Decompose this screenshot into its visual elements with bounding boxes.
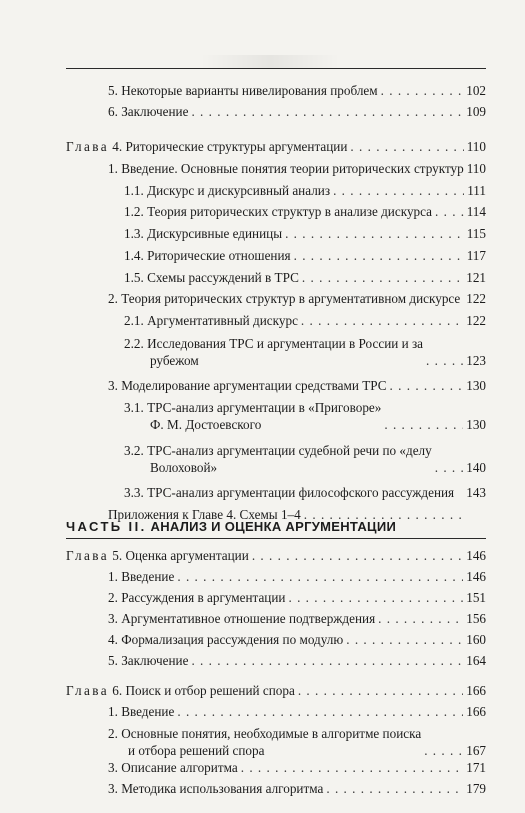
toc-entry[interactable] [108,781,486,797]
toc-entry-title: 3. Описание алгоритма [108,760,238,775]
toc-entry[interactable]: 1.3. Дискурсивные единицы . . . 115 [124,226,486,242]
chapter-word: Глава [66,548,109,563]
page-number: 146 [466,548,486,563]
top-rule [66,68,486,69]
page-number: 117 [466,248,486,263]
page-number: 122 [466,313,486,328]
page-number: 123 [466,353,486,368]
chapter-word: Глава [66,139,109,154]
toc-entry[interactable]: 1.2. Теория риторических структур в анализе дискурса . . . 114 [124,204,486,220]
page-number: 102 [466,83,486,98]
page-number: 156 [466,611,486,626]
page-number: 160 [466,632,486,647]
page-number: 121 [466,270,486,285]
page-number: 164 [466,653,486,668]
toc-entry[interactable]: 2. Теория риторических структур в аргументативном дискурсе 122 [108,291,486,306]
toc-entry[interactable]: 6. Заключение . . . 109 [108,104,486,120]
toc-entry[interactable]: 3. Моделирование аргументации средствами ТРС . . . 130 [108,378,486,394]
toc-entry[interactable]: 2. Основные понятия, необходимые в алгоритме поиска и отбора решений спора . . . 167 [108,725,486,759]
page-number: 114 [466,204,486,219]
toc-entry[interactable]: 1.1. Дискурс и дискурсивный анализ . . . 111 [124,183,486,199]
toc-entry[interactable]: 4. Формализация рассуждения по модулю . . . 160 [108,632,486,648]
toc-entry[interactable]: 1. Введение . . . 166 [108,704,486,720]
toc-entry[interactable]: Приложения к Главе 4. Схемы 1–4 . . . [108,507,486,523]
page-number: 140 [466,460,486,475]
leader-dots [241,760,464,776]
toc-entry[interactable]: 5. Заключение . . . 164 [108,653,486,669]
page-number: 171 [466,760,486,775]
page-number: 146 [466,569,486,584]
page-number: 110 [466,139,486,154]
page-number: 143 [466,485,486,500]
page-number: 167 [466,743,486,758]
part-heading: ЧАСТЬ II. АНАЛИЗ И ОЦЕНКА АРГУМЕНТАЦИИ [66,519,397,534]
page-number: 130 [466,378,486,393]
leader-dots [326,781,463,797]
page-number: 151 [466,590,486,605]
toc-entry[interactable] [108,760,486,776]
toc-entry[interactable]: 3.3. ТРС-анализ аргументации философского рассуждения 143 [124,485,486,500]
page-number: 110 [466,161,486,176]
page-number: 179 [466,781,486,796]
toc-entry[interactable]: 3.1. ТРС-анализ аргументации в «Приговоре» Ф. М. Достоевского . . . 130 [124,399,486,433]
toc-entry-title: 3. Методика использования алгоритма [108,781,324,796]
page-number: 166 [466,683,486,698]
chapter-word: Глава [66,683,109,698]
bleed-through-shadow [200,55,340,69]
page-number: 130 [466,417,486,432]
toc-entry[interactable]: 2. Рассуждения в аргументации . . . 151 [108,590,486,606]
page-number: 115 [466,226,486,241]
toc-entry[interactable]: 2.2. Исследования ТРС и аргументации в России и за рубежом . . . 123 [124,335,486,369]
toc-entry[interactable]: 1.4. Риторические отношения . . . 117 [124,248,486,264]
page-number: 109 [466,104,486,119]
page-number: 122 [466,291,486,306]
toc-entry[interactable]: 5. Некоторые варианты нивелирования проблем . . . 102 [108,83,486,99]
toc-entry[interactable]: 3.2. ТРС-анализ аргументации судебной речи по «делу Волоховой» . . . 140 [124,442,486,476]
toc-chapter-entry[interactable]: Глава 5. Оценка аргументации . . . 146 [66,548,486,564]
page-number: 166 [466,704,486,719]
toc-chapter-entry[interactable]: Глава 4. Риторические структуры аргументации . . . 110 [66,139,486,155]
part-rule [66,538,486,539]
toc-entry[interactable]: 1. Введение. Основные понятия теории риторических структур 110 [108,161,486,176]
page-number: 111 [467,183,486,198]
toc-entry[interactable]: 1. Введение . . . 146 [108,569,486,585]
toc-entry[interactable]: 2.1. Аргументативный дискурс . . . 122 [124,313,486,329]
toc-chapter-entry[interactable]: Глава 6. Поиск и отбор решений спора . . . 166 [66,683,486,699]
toc-entry[interactable]: 3. Аргументативное отношение подтверждения . . . 156 [108,611,486,627]
toc-entry[interactable]: 1.5. Схемы рассуждений в ТРС . . . 121 [124,270,486,286]
